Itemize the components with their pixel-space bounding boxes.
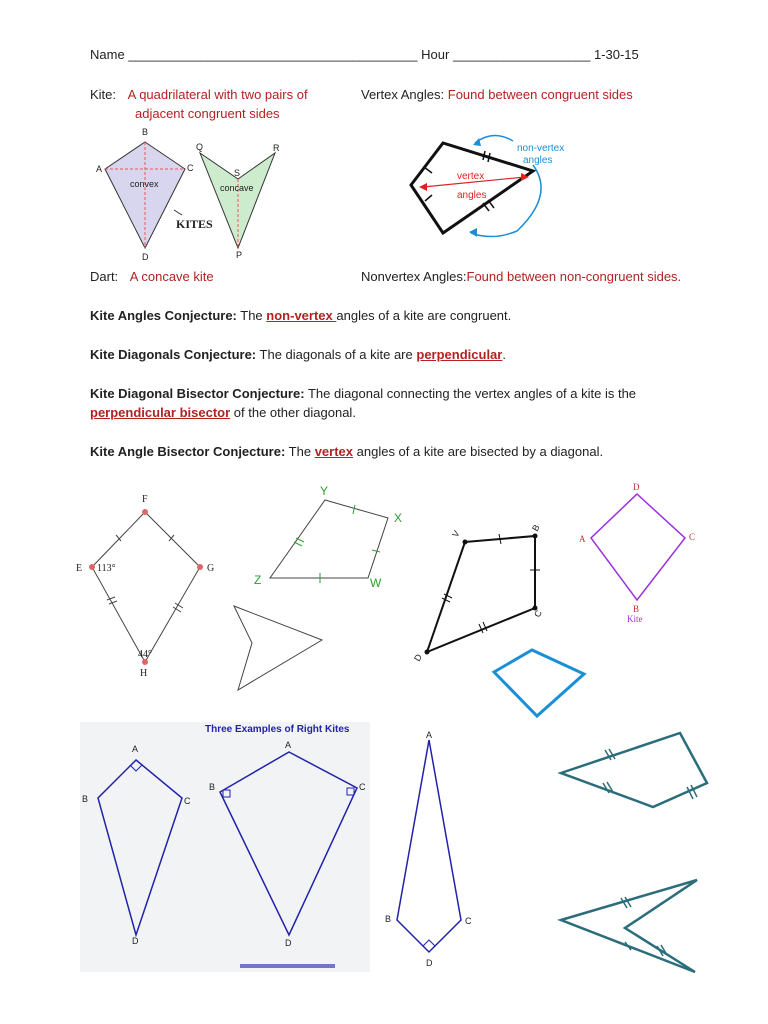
kite-label-s: S <box>234 168 241 178</box>
kite-blue-shape <box>494 650 584 716</box>
kite-definition-line1: A quadrilateral with two pairs of <box>127 87 308 102</box>
kite-teal-dart-shape <box>561 880 697 972</box>
non-vertex-label-line1: non-vertex <box>517 143 565 154</box>
name-label: Name <box>90 47 125 62</box>
kite-purple-figure <box>575 478 705 628</box>
label-b: B <box>530 522 542 533</box>
kite-term: Kite: <box>90 87 117 102</box>
kite-vbcd-shape <box>427 536 535 652</box>
non-vertex-arc-top <box>475 135 513 143</box>
conjecture-key-term: perpendicular <box>416 347 503 362</box>
label-f: F <box>142 494 148 505</box>
right-kite-3 <box>385 730 475 970</box>
nonvertex-definition-text: Found between non-congruent sides. <box>466 269 682 284</box>
label-w: W <box>370 576 382 590</box>
right-kite-1-shape <box>98 760 182 935</box>
right-kites-title: Three Examples of Right Kites <box>205 724 350 735</box>
label-b: B <box>385 914 392 924</box>
conjecture-key-term: vertex <box>314 444 354 459</box>
label-v: V <box>450 528 462 539</box>
convex-label: convex <box>130 179 159 189</box>
non-vertex-label-line2: angles <box>523 155 553 166</box>
right-angle-mark <box>347 788 354 795</box>
conjecture-key-term: non-vertex <box>266 308 337 323</box>
conjecture-title: Kite Angle Bisector Conjecture: <box>90 444 286 459</box>
nonvertex-definition <box>361 268 681 286</box>
vertex-definition-text: Found between congruent sides <box>447 87 633 102</box>
name-blank[interactable]: ________________________________________ <box>128 47 418 62</box>
tick-mark <box>109 601 117 604</box>
label-a: A <box>426 730 433 740</box>
conjecture-title: Kite Diagonal Bisector Conjecture: <box>90 386 305 401</box>
label-b: B <box>633 604 640 614</box>
label-g: G <box>207 563 215 574</box>
conjecture-diagonal-bisector-line2 <box>90 404 356 422</box>
kite-efgh-shape <box>92 512 200 662</box>
kite-label-d: D <box>142 252 149 262</box>
conjecture-text: The <box>288 444 312 459</box>
conjecture-text: The diagonal connecting the vertex angles of a kite is the <box>307 386 637 401</box>
label-c: C <box>359 782 366 792</box>
vertex-dot <box>533 534 538 539</box>
label-b: B <box>209 782 216 792</box>
dart-definition-text: A concave kite <box>129 269 214 284</box>
vertex-angles-figure <box>405 135 565 245</box>
vertex-label-line1: vertex <box>457 171 485 182</box>
kite-label-a: A <box>96 164 103 174</box>
conjecture-kite-angles <box>90 307 511 325</box>
conjecture-text: The <box>240 308 263 323</box>
conjecture-text: angles of a kite are bisected by a diagonal. <box>356 444 604 459</box>
label-c: C <box>465 916 472 926</box>
concave-kite-ticks <box>174 210 182 215</box>
label-a: A <box>285 740 292 750</box>
label-y: Y <box>320 484 329 498</box>
tick-mark <box>655 902 663 908</box>
vertex-dot <box>89 564 95 570</box>
kite-yxwz-shape <box>270 500 388 578</box>
vertex-dot <box>197 564 203 570</box>
vertex-dot <box>142 509 148 515</box>
label-h: H <box>140 668 148 679</box>
dart-shape <box>234 606 322 690</box>
tick-mark <box>294 542 302 546</box>
angle-e-measure: 113° <box>97 563 116 574</box>
right-kite-2 <box>205 740 375 950</box>
kite-label-c: C <box>187 163 194 173</box>
vertex-label-line2: angles <box>457 190 487 201</box>
hour-blank[interactable]: ___________________ <box>452 47 591 62</box>
right-angle-mark <box>223 790 230 797</box>
label-a: A <box>579 534 586 544</box>
kite-caption: Kite <box>627 614 643 624</box>
kite-label-q: Q <box>196 142 204 152</box>
label-d: D <box>132 936 139 946</box>
conjecture-text: angles of a kite are congruent. <box>336 308 512 323</box>
non-vertex-arrow-head-bottom <box>469 228 477 237</box>
tick-mark <box>353 505 355 514</box>
conjecture-text: The diagonals of a kite are <box>259 347 413 362</box>
conjecture-text: . <box>502 347 506 362</box>
kite-teal-convex-shape <box>561 733 707 807</box>
label-d: D <box>426 958 433 968</box>
kite-label-p: P <box>236 250 243 260</box>
label-c: C <box>184 796 191 806</box>
conjecture-key-term: perpendicular bisector <box>90 405 231 420</box>
kites-figure <box>90 125 290 265</box>
label-d: D <box>412 652 424 663</box>
label-d: D <box>633 482 640 492</box>
label-c: C <box>532 608 544 619</box>
kites-caption: KITES <box>176 217 213 231</box>
right-kite-1 <box>80 740 200 950</box>
tick-mark <box>372 550 380 552</box>
concave-label: concave <box>220 183 254 193</box>
angle-h-measure: 44° <box>138 649 152 660</box>
dart-figure <box>222 598 332 698</box>
nonvertex-term: Nonvertex Angles: <box>361 269 467 284</box>
label-c: C <box>689 532 696 542</box>
conjecture-title: Kite Angles Conjecture: <box>90 308 237 323</box>
kite-teal-convex <box>555 725 715 815</box>
label-b: B <box>82 794 89 804</box>
date-text: 1-30-15 <box>593 47 639 62</box>
right-angle-mark <box>130 765 142 771</box>
dart-definition <box>90 268 214 286</box>
conjecture-kite-diagonals <box>90 346 506 364</box>
right-angle-mark <box>423 940 435 946</box>
kite-label-b: B <box>142 127 149 137</box>
label-x: X <box>394 511 403 525</box>
label-e: E <box>76 563 83 574</box>
conjecture-text: of the other diagonal. <box>233 405 356 420</box>
hour-label: Hour <box>421 47 450 62</box>
vertex-kite-shape <box>411 143 533 233</box>
label-d: D <box>285 938 292 948</box>
kite-label-r: R <box>273 143 280 153</box>
kite-definition <box>90 86 308 104</box>
vertex-term: Vertex Angles: <box>361 87 445 102</box>
kite-efgh-figure <box>70 490 230 700</box>
conjecture-title: Kite Diagonals Conjecture: <box>90 347 257 362</box>
vertex-dot <box>425 650 430 655</box>
right-kites-footer-bar <box>240 964 335 968</box>
conjecture-diagonal-bisector <box>90 385 636 403</box>
vertex-definition <box>361 86 633 104</box>
conjecture-angle-bisector <box>90 443 603 461</box>
kite-teal-dart <box>555 870 715 980</box>
kite-blue-figure <box>482 642 592 722</box>
vertex-dot <box>463 540 468 545</box>
right-kite-3-shape <box>397 740 461 952</box>
label-a: A <box>132 744 139 754</box>
dart-term: Dart: <box>90 269 119 284</box>
tick-mark <box>107 597 115 600</box>
label-z: Z <box>254 573 262 587</box>
right-kite-2-shape <box>220 752 357 935</box>
kite-definition-line2: adjacent congruent sides <box>135 106 280 121</box>
header-row <box>90 46 639 64</box>
kite-yxwz-figure <box>250 480 420 590</box>
kite-purple-shape <box>591 494 685 600</box>
